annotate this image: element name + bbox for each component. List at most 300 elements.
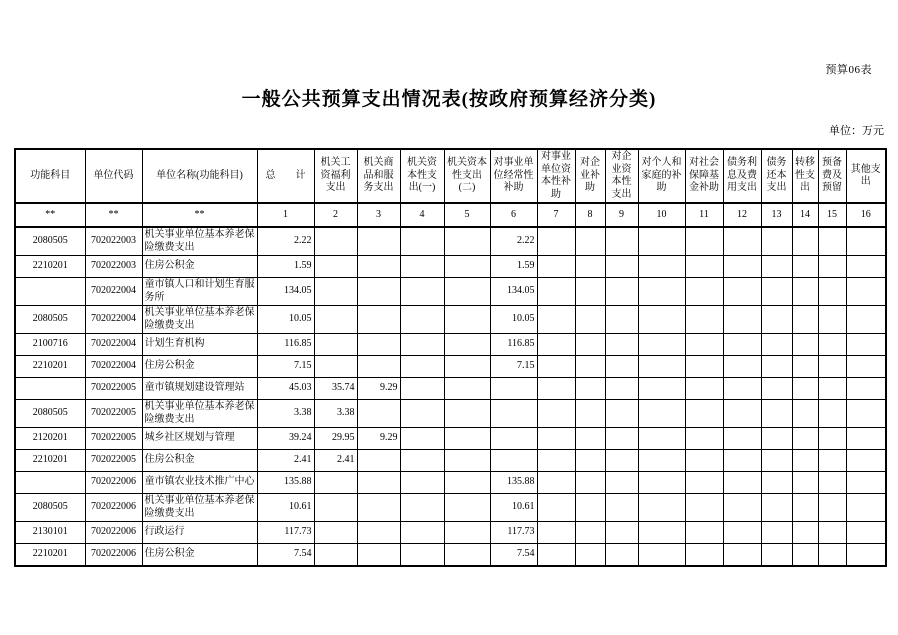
table-cell: 2100716 <box>15 334 85 356</box>
column-number-header: 7 <box>537 203 575 227</box>
table-cell <box>605 227 638 256</box>
table-cell <box>723 522 761 544</box>
table-cell <box>846 334 886 356</box>
table-cell: 2080505 <box>15 400 85 428</box>
table-cell: 9.29 <box>357 428 400 450</box>
column-header: 对个人和家庭的补助 <box>638 149 685 203</box>
table-cell <box>400 544 444 566</box>
table-cell <box>575 378 605 400</box>
table-cell <box>723 378 761 400</box>
table-row <box>15 306 886 334</box>
table-cell <box>314 256 357 278</box>
table-cell <box>400 400 444 428</box>
table-row <box>15 334 886 356</box>
table-cell: 116.85 <box>257 334 314 356</box>
table-cell <box>537 306 575 334</box>
table-cell: 机关事业单位基本养老保险缴费支出 <box>142 227 257 256</box>
table-cell <box>400 450 444 472</box>
table-cell <box>685 334 723 356</box>
table-cell: 134.05 <box>257 278 314 306</box>
table-cell <box>818 522 846 544</box>
table-cell <box>792 378 818 400</box>
table-cell <box>761 494 792 522</box>
table-cell: 2.41 <box>314 450 357 472</box>
table-cell <box>357 278 400 306</box>
table-header <box>15 149 886 227</box>
table-cell <box>575 428 605 450</box>
unit-label: 单位：万元 <box>829 125 884 137</box>
table-cell <box>846 306 886 334</box>
table-cell <box>357 256 400 278</box>
table-cell <box>818 544 846 566</box>
table-cell <box>818 278 846 306</box>
table-cell <box>444 450 490 472</box>
table-body <box>15 227 886 566</box>
table-cell: 29.95 <box>314 428 357 450</box>
table-cell <box>685 278 723 306</box>
table-cell <box>605 378 638 400</box>
table-cell <box>638 278 685 306</box>
table-cell <box>638 400 685 428</box>
table-cell <box>444 256 490 278</box>
table-cell: 3.38 <box>257 400 314 428</box>
column-number-header: 9 <box>605 203 638 227</box>
table-cell <box>792 544 818 566</box>
column-header: 预备费及预留 <box>818 149 846 203</box>
table-cell <box>400 428 444 450</box>
column-number-header: 12 <box>723 203 761 227</box>
column-header: 对事业单位资本性补助 <box>537 149 575 203</box>
table-cell <box>314 306 357 334</box>
column-number-header: 4 <box>400 203 444 227</box>
table-row <box>15 256 886 278</box>
table-cell: 2080505 <box>15 306 85 334</box>
table-cell <box>761 428 792 450</box>
table-cell <box>761 356 792 378</box>
column-header: 机关资本性支出(一) <box>400 149 444 203</box>
column-header: 对社会保障基金补助 <box>685 149 723 203</box>
table-cell <box>537 334 575 356</box>
table-cell <box>792 494 818 522</box>
table-cell: 2080505 <box>15 227 85 256</box>
table-cell <box>575 544 605 566</box>
table-cell: 702022006 <box>85 522 142 544</box>
table-cell <box>761 256 792 278</box>
table-cell: 7.15 <box>490 356 537 378</box>
table-cell <box>400 472 444 494</box>
table-cell: 117.73 <box>490 522 537 544</box>
table-cell <box>314 356 357 378</box>
column-number-header: 11 <box>685 203 723 227</box>
table-row <box>15 278 886 306</box>
table-cell <box>605 356 638 378</box>
table-cell <box>444 400 490 428</box>
column-number-header: 15 <box>818 203 846 227</box>
table-cell <box>761 278 792 306</box>
column-header: 机关资本性支出(二) <box>444 149 490 203</box>
table-cell <box>761 227 792 256</box>
table-cell: 2080505 <box>15 494 85 522</box>
column-number-header: 16 <box>846 203 886 227</box>
table-cell <box>444 428 490 450</box>
table-cell <box>400 378 444 400</box>
table-cell <box>537 544 575 566</box>
header-label-row <box>15 149 886 203</box>
table-cell <box>638 227 685 256</box>
table-row <box>15 428 886 450</box>
table-cell <box>818 306 846 334</box>
column-header: 对企业补助 <box>575 149 605 203</box>
table-cell: 1.59 <box>257 256 314 278</box>
table-cell: 住房公积金 <box>142 544 257 566</box>
table-cell <box>400 278 444 306</box>
table-cell: 7.15 <box>257 356 314 378</box>
table-cell <box>575 494 605 522</box>
table-cell <box>357 450 400 472</box>
table-cell <box>638 472 685 494</box>
table-row <box>15 450 886 472</box>
table-cell <box>400 227 444 256</box>
table-cell: 702022004 <box>85 334 142 356</box>
table-row <box>15 400 886 428</box>
table-cell <box>575 356 605 378</box>
table-cell <box>685 522 723 544</box>
table-cell <box>444 227 490 256</box>
table-cell <box>400 522 444 544</box>
table-cell: 行政运行 <box>142 522 257 544</box>
table-cell <box>537 278 575 306</box>
table-cell <box>575 522 605 544</box>
table-cell <box>818 494 846 522</box>
table-cell <box>314 544 357 566</box>
table-cell <box>723 227 761 256</box>
table-cell <box>444 356 490 378</box>
table-cell <box>357 400 400 428</box>
table-cell <box>537 472 575 494</box>
table-cell <box>575 400 605 428</box>
table-cell: 135.88 <box>490 472 537 494</box>
table-row <box>15 227 886 256</box>
table-cell: 702022004 <box>85 356 142 378</box>
table-cell <box>792 306 818 334</box>
table-cell <box>846 472 886 494</box>
table-cell <box>444 306 490 334</box>
table-cell <box>818 256 846 278</box>
table-cell <box>846 356 886 378</box>
table-cell <box>490 400 537 428</box>
column-header: 总 计 <box>257 149 314 203</box>
table-cell <box>575 278 605 306</box>
table-cell: 702022003 <box>85 256 142 278</box>
table-cell <box>444 278 490 306</box>
table-cell <box>537 256 575 278</box>
table-cell <box>685 450 723 472</box>
table-cell <box>685 400 723 428</box>
table-cell: 住房公积金 <box>142 256 257 278</box>
table-cell <box>357 227 400 256</box>
table-cell: 10.61 <box>490 494 537 522</box>
table-cell: 135.88 <box>257 472 314 494</box>
table-cell <box>400 256 444 278</box>
table-cell <box>846 522 886 544</box>
table-cell: 计划生育机构 <box>142 334 257 356</box>
table-cell <box>846 278 886 306</box>
table-cell <box>761 472 792 494</box>
table-cell: 2130101 <box>15 522 85 544</box>
table-cell <box>723 278 761 306</box>
table-cell <box>723 256 761 278</box>
table-cell <box>792 356 818 378</box>
table-cell <box>685 306 723 334</box>
table-cell <box>818 428 846 450</box>
table-cell <box>818 378 846 400</box>
table-cell <box>846 428 886 450</box>
table-cell: 116.85 <box>490 334 537 356</box>
table-cell: 10.05 <box>257 306 314 334</box>
table-cell <box>314 334 357 356</box>
table-cell <box>723 472 761 494</box>
table-cell: 7.54 <box>490 544 537 566</box>
column-header: 其他支出 <box>846 149 886 203</box>
table-cell <box>723 544 761 566</box>
table-cell <box>818 227 846 256</box>
table-cell <box>357 494 400 522</box>
table-cell <box>761 522 792 544</box>
table-cell <box>444 522 490 544</box>
table-cell: 2210201 <box>15 356 85 378</box>
table-cell <box>638 522 685 544</box>
table-cell <box>723 400 761 428</box>
table-cell: 702022005 <box>85 400 142 428</box>
table-cell: 117.73 <box>257 522 314 544</box>
table-cell <box>357 334 400 356</box>
table-cell <box>792 428 818 450</box>
table-cell <box>357 306 400 334</box>
table-cell <box>537 227 575 256</box>
table-cell <box>685 472 723 494</box>
table-cell: 3.38 <box>314 400 357 428</box>
table-cell: 134.05 <box>490 278 537 306</box>
column-number-header: 13 <box>761 203 792 227</box>
column-number-header: 8 <box>575 203 605 227</box>
table-cell <box>537 428 575 450</box>
table-cell <box>792 227 818 256</box>
column-number-header: 2 <box>314 203 357 227</box>
table-cell: 702022006 <box>85 472 142 494</box>
table-cell: 机关事业单位基本养老保险缴费支出 <box>142 494 257 522</box>
table-cell <box>685 256 723 278</box>
column-header: 功能科目 <box>15 149 85 203</box>
column-number-header: 5 <box>444 203 490 227</box>
table-cell <box>314 522 357 544</box>
table-cell <box>490 428 537 450</box>
table-cell: 2.41 <box>257 450 314 472</box>
column-header: 单位代码 <box>85 149 142 203</box>
table-cell <box>537 494 575 522</box>
table-cell <box>605 278 638 306</box>
table-cell <box>792 450 818 472</box>
column-number-header: ** <box>142 203 257 227</box>
table-cell: 702022004 <box>85 306 142 334</box>
table-cell: 童市镇规划建设管理站 <box>142 378 257 400</box>
table-cell <box>792 522 818 544</box>
table-cell <box>818 472 846 494</box>
table-cell <box>792 334 818 356</box>
column-header: 对事业单位经常性补助 <box>490 149 537 203</box>
table-cell <box>490 378 537 400</box>
table-cell <box>685 494 723 522</box>
table-cell <box>537 400 575 428</box>
column-header: 机关商品和服务支出 <box>357 149 400 203</box>
table-cell: 2210201 <box>15 450 85 472</box>
table-cell <box>638 378 685 400</box>
table-cell <box>575 472 605 494</box>
table-cell <box>605 306 638 334</box>
table-cell: 35.74 <box>314 378 357 400</box>
table-cell <box>685 378 723 400</box>
table-cell <box>444 472 490 494</box>
table-cell <box>792 256 818 278</box>
table-cell <box>792 400 818 428</box>
table-cell <box>761 378 792 400</box>
table-cell <box>761 334 792 356</box>
column-number-header: ** <box>85 203 142 227</box>
column-number-header: 1 <box>257 203 314 227</box>
table-cell <box>357 544 400 566</box>
table-row <box>15 544 886 566</box>
table-cell <box>846 494 886 522</box>
table-cell <box>15 472 85 494</box>
table-cell: 2210201 <box>15 256 85 278</box>
table-cell <box>638 494 685 522</box>
table-cell: 2210201 <box>15 544 85 566</box>
table-cell <box>537 522 575 544</box>
table-cell <box>605 256 638 278</box>
column-header: 转移性支出 <box>792 149 818 203</box>
table-cell <box>846 450 886 472</box>
table-cell <box>575 256 605 278</box>
table-cell <box>685 544 723 566</box>
table-cell: 10.05 <box>490 306 537 334</box>
column-number-header: 10 <box>638 203 685 227</box>
table-cell <box>685 227 723 256</box>
table-cell <box>638 356 685 378</box>
table-cell: 702022005 <box>85 378 142 400</box>
table-cell <box>605 494 638 522</box>
table-cell: 702022005 <box>85 450 142 472</box>
table-cell <box>846 378 886 400</box>
column-header: 单位名称(功能科目) <box>142 149 257 203</box>
table-cell <box>400 356 444 378</box>
table-cell <box>605 400 638 428</box>
table-cell: 39.24 <box>257 428 314 450</box>
table-cell <box>575 227 605 256</box>
table-cell: 45.03 <box>257 378 314 400</box>
table-cell <box>723 428 761 450</box>
table-cell <box>444 334 490 356</box>
table-cell <box>444 494 490 522</box>
column-header: 机关工资福利支出 <box>314 149 357 203</box>
table-cell <box>605 472 638 494</box>
table-cell <box>723 334 761 356</box>
table-cell: 702022005 <box>85 428 142 450</box>
table-cell <box>537 378 575 400</box>
page-title: 一般公共预算支出情况表(按政府预算经济分类) <box>241 89 657 110</box>
table-cell <box>846 256 886 278</box>
form-number-label: 预算06表 <box>825 64 872 76</box>
table-cell <box>15 278 85 306</box>
column-header: 债务还本支出 <box>761 149 792 203</box>
table-cell <box>723 356 761 378</box>
table-row <box>15 472 886 494</box>
table-cell: 702022006 <box>85 544 142 566</box>
table-cell: 702022004 <box>85 278 142 306</box>
header-number-row <box>15 203 886 227</box>
table-cell <box>314 227 357 256</box>
table-cell <box>685 428 723 450</box>
table-cell: 住房公积金 <box>142 450 257 472</box>
table-cell <box>723 306 761 334</box>
table-cell: 机关事业单位基本养老保险缴费支出 <box>142 400 257 428</box>
column-header: 对企业资本性支出 <box>605 149 638 203</box>
table-cell <box>400 494 444 522</box>
table-cell: 2.22 <box>490 227 537 256</box>
table-cell: 9.29 <box>357 378 400 400</box>
table-cell: 机关事业单位基本养老保险缴费支出 <box>142 306 257 334</box>
table-cell <box>444 378 490 400</box>
table-cell <box>638 256 685 278</box>
table-cell: 城乡社区规划与管理 <box>142 428 257 450</box>
table-cell <box>357 356 400 378</box>
table-cell: 7.54 <box>257 544 314 566</box>
table-cell: 702022003 <box>85 227 142 256</box>
table-cell <box>490 450 537 472</box>
table-cell <box>400 334 444 356</box>
table-cell <box>846 227 886 256</box>
table-cell <box>638 544 685 566</box>
table-cell <box>575 334 605 356</box>
table-cell <box>723 450 761 472</box>
table-cell <box>400 306 444 334</box>
table-cell <box>761 544 792 566</box>
table-cell <box>537 450 575 472</box>
table-cell <box>761 306 792 334</box>
table-cell: 住房公积金 <box>142 356 257 378</box>
table-cell: 702022006 <box>85 494 142 522</box>
table-cell <box>605 428 638 450</box>
table-cell <box>314 472 357 494</box>
table-cell: 童市镇人口和计划生育服务所 <box>142 278 257 306</box>
table-cell <box>575 306 605 334</box>
table-row <box>15 356 886 378</box>
table-cell <box>761 450 792 472</box>
table-cell <box>537 356 575 378</box>
table-cell: 童市镇农业技术推广中心 <box>142 472 257 494</box>
table-cell: 1.59 <box>490 256 537 278</box>
table-cell <box>818 450 846 472</box>
table-cell <box>15 378 85 400</box>
column-number-header: 14 <box>792 203 818 227</box>
table-cell <box>638 306 685 334</box>
table-row <box>15 378 886 400</box>
table-cell <box>685 356 723 378</box>
column-number-header: ** <box>15 203 85 227</box>
table-cell <box>314 278 357 306</box>
table-cell <box>605 334 638 356</box>
table-cell <box>357 522 400 544</box>
column-header: 债务利息及费用支出 <box>723 149 761 203</box>
table-cell <box>818 334 846 356</box>
